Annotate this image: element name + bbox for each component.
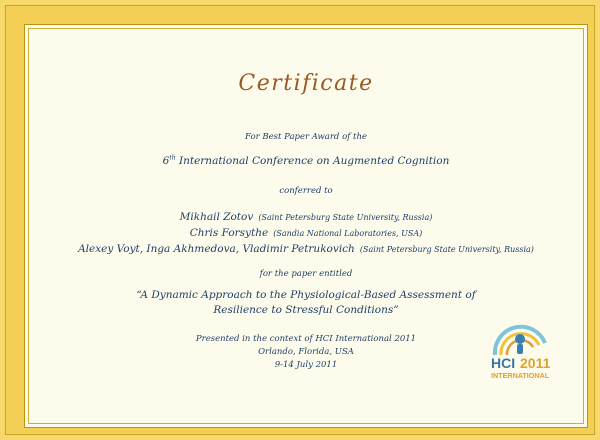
conferred-to: conferred to bbox=[279, 186, 333, 196]
presented-line: Presented in the context of HCI International 2011 bbox=[195, 334, 417, 344]
conference-name: International Conference on Augmented Cognition bbox=[178, 155, 450, 167]
recipient-affiliation: (Sandia National Laboratories, USA) bbox=[273, 229, 423, 238]
conference-ordinal-suffix: th bbox=[169, 154, 176, 162]
hci-international-logo bbox=[487, 321, 559, 383]
logo-year-text: 2011 bbox=[520, 355, 551, 371]
certificate-title: Certificate bbox=[238, 71, 374, 96]
recipient-affiliation: (Saint Petersburg State University, Russia) bbox=[258, 213, 433, 222]
dates-line: 9-14 July 2011 bbox=[274, 360, 338, 370]
outer-frame bbox=[5, 5, 595, 435]
recipient-names: Alexey Voyt, Inga Akhmedova, Vladimir Petrukovich bbox=[78, 243, 355, 255]
logo-hci-text: HCI bbox=[491, 355, 516, 371]
recipient-line-3 bbox=[29, 237, 583, 256]
paper-title-line-1: “A Dynamic Approach to the Physiological-Based Assessment of bbox=[136, 289, 476, 301]
logo-figure-head bbox=[515, 334, 525, 344]
conference-line bbox=[29, 155, 583, 167]
conference-ordinal: 6 bbox=[162, 155, 170, 167]
paper-entitled: for the paper entitled bbox=[259, 269, 353, 279]
recipient-names: Chris Forsythe bbox=[189, 227, 269, 239]
award-line: For Best Paper Award of the bbox=[245, 132, 367, 142]
recipient-affiliation: (Saint Petersburg State University, Russia) bbox=[359, 245, 534, 254]
logo-figure-body bbox=[517, 344, 523, 354]
certificate-body bbox=[28, 28, 584, 424]
logo-international-text: INTERNATIONAL bbox=[491, 371, 550, 380]
location-line: Orlando, Florida, USA bbox=[258, 347, 354, 357]
recipient-names: Mikhail Zotov bbox=[179, 211, 254, 223]
inner-frame bbox=[24, 24, 588, 428]
paper-title-line-2: Resilience to Stressful Conditions” bbox=[213, 304, 399, 316]
